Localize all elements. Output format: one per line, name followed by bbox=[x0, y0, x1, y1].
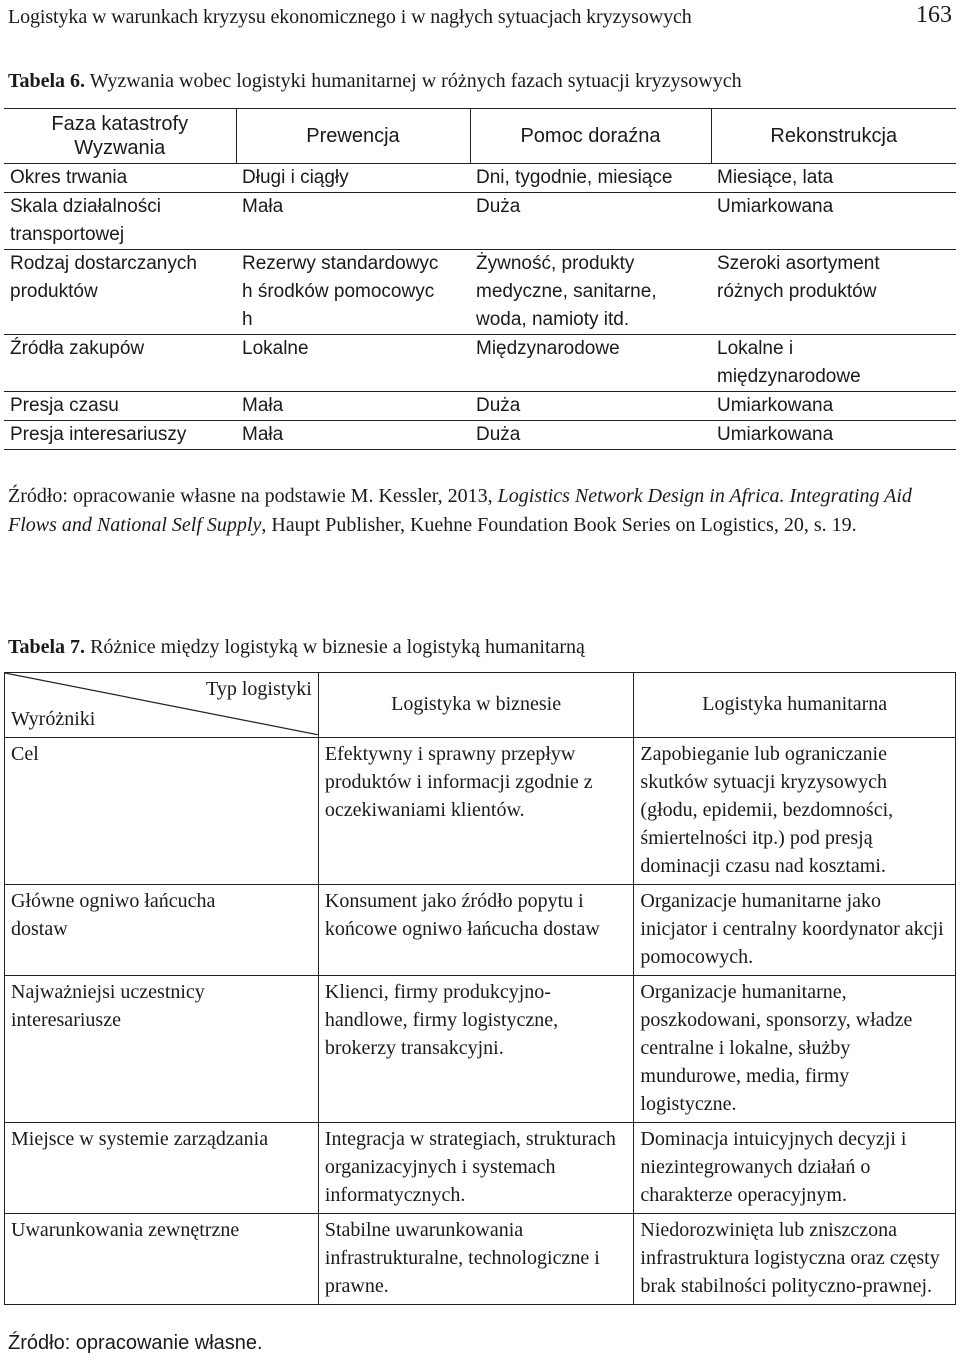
table6-row bbox=[4, 164, 956, 193]
running-head bbox=[8, 2, 956, 34]
table6-row-label-text: Rodzaj dostarczanych produktów bbox=[10, 253, 197, 302]
table7-row bbox=[5, 976, 956, 1123]
table6-cell: Długi i ciągły bbox=[236, 164, 470, 193]
running-title: Logistyka w warunkach kryzysu ekonomicznego i w nagłych sytuacjach kryzysowych bbox=[8, 6, 692, 28]
table7-col-header: Logistyka w biznesie bbox=[318, 673, 634, 738]
table6-cell-text: Lokalne i międzynarodowe bbox=[717, 338, 861, 387]
table6-row-label bbox=[4, 250, 236, 335]
table7-row-label-text: Główne ogniwo łańcucha dostaw bbox=[11, 890, 216, 940]
table6-cell bbox=[711, 250, 956, 335]
table6-cell-text: Szeroki asortyment różnych produktów bbox=[717, 253, 880, 302]
table7-row bbox=[5, 738, 956, 885]
table6-corner-cell bbox=[4, 109, 236, 164]
table6-source-prefix: Źródło: opracowanie własne na podstawie M. Kessler, 2013, bbox=[8, 485, 493, 507]
table7-row-label: Cel bbox=[5, 738, 319, 885]
table6-cell: Miesiące, lata bbox=[711, 164, 956, 193]
table6-cell bbox=[711, 335, 956, 392]
table7-col-header: Logistyka humanitarna bbox=[634, 673, 956, 738]
table7-title: Różnice między logistyką w biznesie a logistyką humanitarną bbox=[90, 636, 585, 658]
table6-row-label bbox=[4, 193, 236, 250]
table6-cell-text: Żywność, produkty medyczne, sanitarne, woda, namioty itd. bbox=[476, 253, 657, 330]
table7-row-label bbox=[5, 976, 319, 1123]
table7-corner-top: Typ logistyki bbox=[206, 678, 312, 700]
table6-row bbox=[4, 250, 956, 335]
table6 bbox=[4, 108, 956, 450]
table6-cell: Umiarkowana bbox=[711, 392, 956, 421]
table7-row bbox=[5, 1214, 956, 1305]
table6-label: Tabela 6. bbox=[8, 70, 86, 92]
table6-row bbox=[4, 421, 956, 450]
table6-row bbox=[4, 392, 956, 421]
table7-corner-bottom: Wyróżniki bbox=[11, 708, 96, 730]
table7-row-label bbox=[5, 885, 319, 976]
table6-cell: Duża bbox=[470, 392, 711, 421]
table6-cell: Umiarkowana bbox=[711, 193, 956, 250]
table7-corner-cell bbox=[5, 673, 319, 738]
table7-row bbox=[5, 1123, 956, 1214]
table6-source-suffix: , Haupt Publisher, Kuehne Foundation Book Series on Logistics, 20, s. 19. bbox=[261, 514, 857, 536]
table6-col-header: Prewencja bbox=[236, 109, 470, 164]
table7-cell: Organizacje humanitarne jako inicjator i centralny koordynator akcji pomocowych. bbox=[634, 885, 956, 976]
table7-row-label: Miejsce w systemie zarządzania bbox=[5, 1123, 319, 1214]
table7-cell: Zapobieganie lub ograniczanie skutków sytuacji kryzysowych (głodu, epidemii, bezdomności, śmiertelności itp.) pod presją dominacji czasu nad kosztami. bbox=[634, 738, 956, 885]
table6-title: Wyzwania wobec logistyki humanitarnej w różnych fazach sytuacji kryzysowych bbox=[89, 70, 742, 92]
table7-caption bbox=[8, 636, 585, 659]
page-number: 163 bbox=[916, 2, 952, 28]
table6-source-title: Logistics Network Design in Africa. Integrating Aid Flows and National Self Supply bbox=[8, 485, 912, 536]
table7 bbox=[4, 672, 956, 1305]
table7-row bbox=[5, 885, 956, 976]
table6-row bbox=[4, 193, 956, 250]
table7-header-row bbox=[5, 673, 956, 738]
table6-cell: Duża bbox=[470, 421, 711, 450]
table6-col-header: Pomoc doraźna bbox=[470, 109, 711, 164]
table6-caption bbox=[8, 70, 742, 93]
table6-corner-top: Faza katastrofy bbox=[51, 113, 189, 135]
table7-label: Tabela 7. bbox=[8, 636, 86, 658]
table7-row-label-text: Najważniejsi uczestnicy interesariusze bbox=[11, 981, 205, 1031]
table6-cell: Dni, tygodnie, miesiące bbox=[470, 164, 711, 193]
table7-cell: Dominacja intuicyjnych decyzji i niezintegrowanych działań o charakterze operacyjnym. bbox=[634, 1123, 956, 1214]
table6-row-label-text: Skala działalności transportowej bbox=[10, 196, 162, 245]
table7-cell: Konsument jako źródło popytu i końcowe ogniwo łańcucha dostaw bbox=[318, 885, 634, 976]
table6-row-label: Okres trwania bbox=[4, 164, 236, 193]
table7-cell: Integracja w strategiach, strukturach organizacyjnych i systemach informatycznych. bbox=[318, 1123, 634, 1214]
table6-cell bbox=[236, 250, 470, 335]
table7-cell: Niedorozwinięta lub zniszczona infrastruktura logistyczna oraz częsty brak stabilności polityczno-prawnej. bbox=[634, 1214, 956, 1305]
table6-row bbox=[4, 335, 956, 392]
table6-cell: Duża bbox=[470, 193, 711, 250]
table7-cell: Organizacje humanitarne, poszkodowani, sponsorzy, władze centralne i lokalne, służby mundurowe, media, firmy logistyczne. bbox=[634, 976, 956, 1123]
table7-cell: Klienci, firmy produkcyjno-handlowe, firmy logistyczne, brokerzy transakcyjni. bbox=[318, 976, 634, 1123]
table6-cell: Międzynarodowe bbox=[470, 335, 711, 392]
table6-cell: Umiarkowana bbox=[711, 421, 956, 450]
table7-row-label: Uwarunkowania zewnętrzne bbox=[5, 1214, 319, 1305]
table6-row-label: Presja interesariuszy bbox=[4, 421, 236, 450]
table6-corner-bottom: Wyzwania bbox=[74, 137, 166, 159]
table7-cell: Stabilne uwarunkowania infrastrukturalne, technologiczne i prawne. bbox=[318, 1214, 634, 1305]
table7-source: Źródło: opracowanie własne. bbox=[8, 1332, 263, 1354]
table7-cell: Efektywny i sprawny przepływ produktów i informacji zgodnie z oczekiwaniami klientów. bbox=[318, 738, 634, 885]
table6-cell: Mała bbox=[236, 193, 470, 250]
table6-row-label: Presja czasu bbox=[4, 392, 236, 421]
table6-col-header: Rekonstrukcja bbox=[711, 109, 956, 164]
table6-cell bbox=[470, 250, 711, 335]
table6-row-label: Źródła zakupów bbox=[4, 335, 236, 392]
table6-cell-text: Rezerwy standardowych środków pomocowych bbox=[242, 253, 439, 330]
table6-source bbox=[8, 482, 958, 540]
table6-cell: Mała bbox=[236, 421, 470, 450]
table6-cell: Lokalne bbox=[236, 335, 470, 392]
table6-cell: Mała bbox=[236, 392, 470, 421]
table6-header-row bbox=[4, 109, 956, 164]
